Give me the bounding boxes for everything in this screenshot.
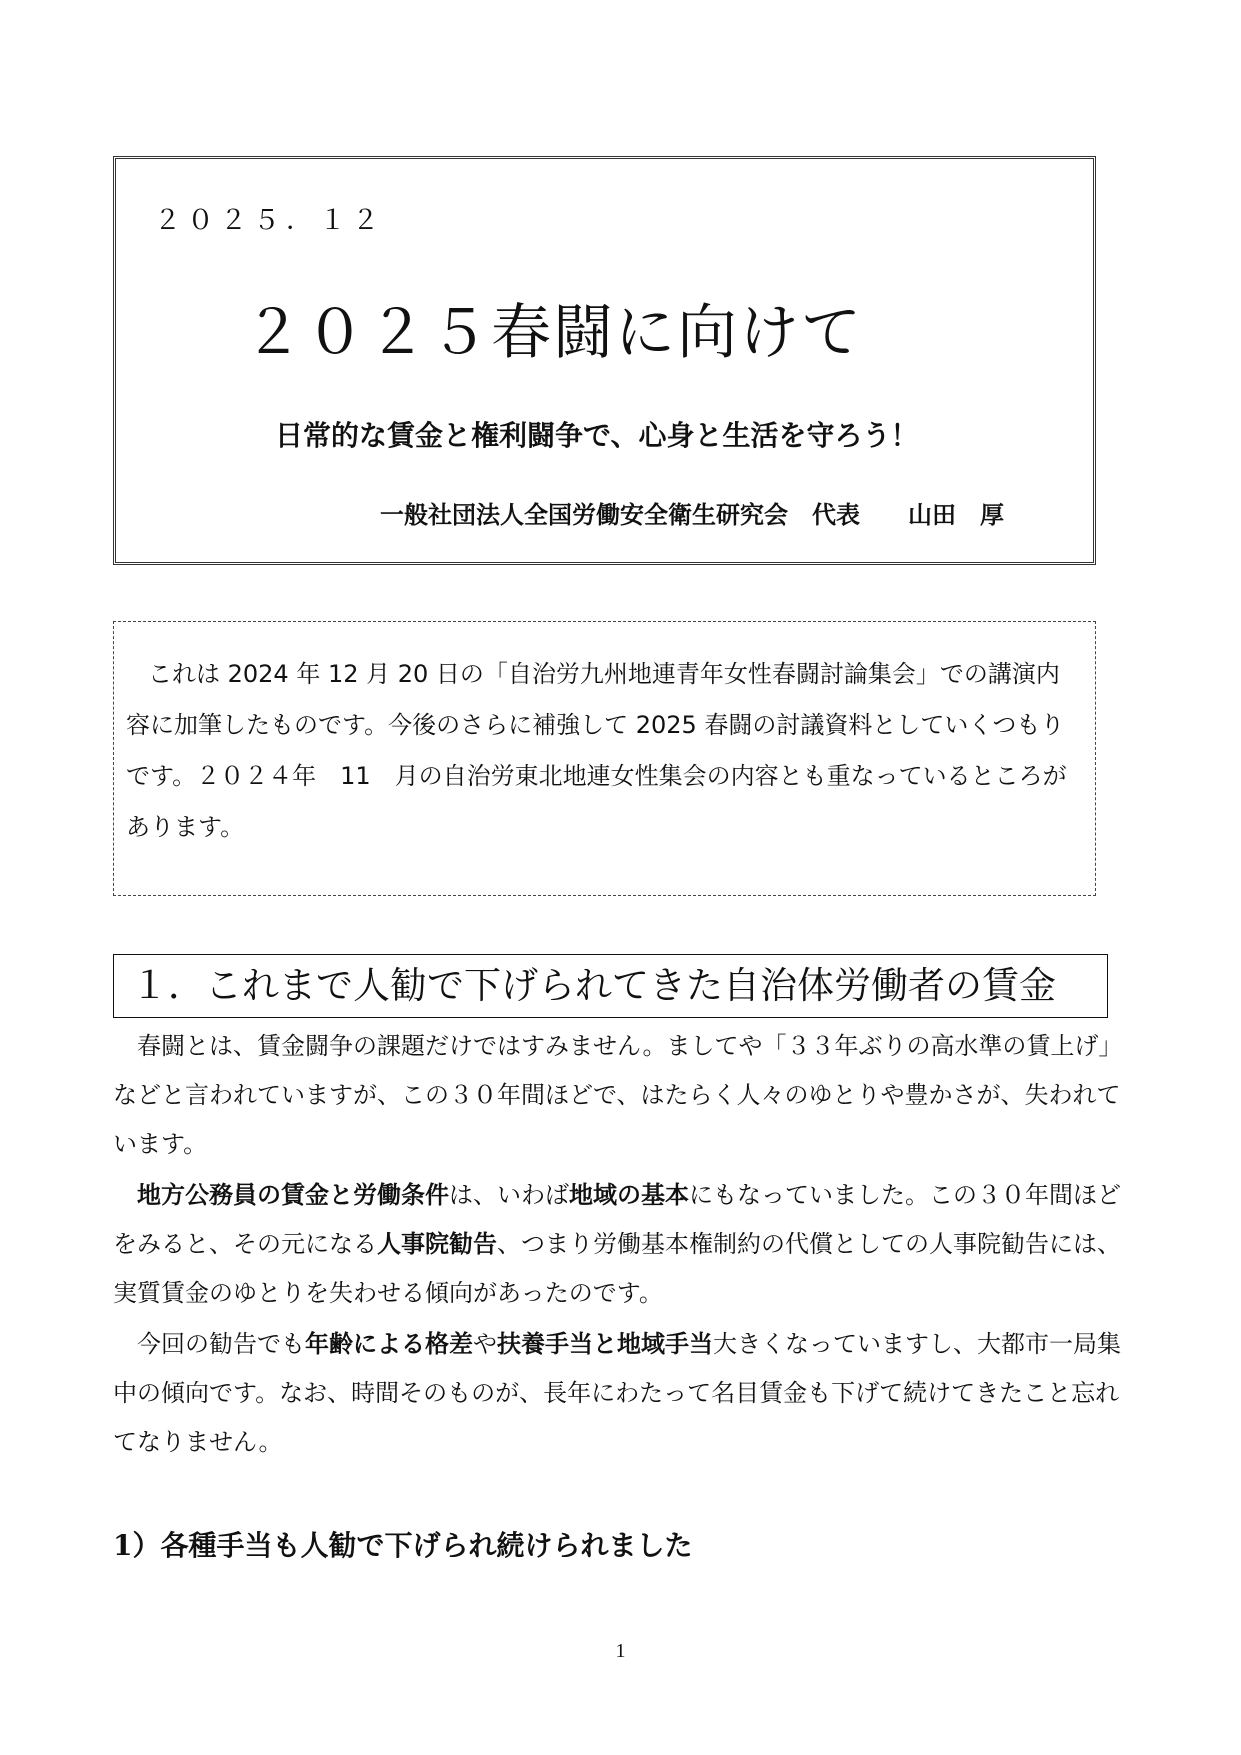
- bold-phrase: 地域の基本: [569, 1181, 689, 1209]
- text-run: 大きくなっていますし、大都市一局集中の傾向です。なお、時間そのものが、長年にわたって名目賃金も下げて続けてきたこと忘れてなりません。: [113, 1330, 1121, 1456]
- bold-phrase: 人事院勧告: [377, 1230, 497, 1258]
- bold-phrase: 地方公務員の賃金と労働条件: [137, 1181, 449, 1209]
- text-run: は、いわば: [449, 1181, 569, 1209]
- paragraph-1: 春闘とは、賃金闘争の課題だけではすみません。ましてや「３３年ぶりの高水準の賃上げ」などと言われていますが、この３０年間ほどで、はたらく人々のゆとりや豊かさが、失われています。: [113, 1032, 1123, 1158]
- note-box: [113, 621, 1096, 896]
- note-text: これは 2024 年 12 月 20 日の「自治労九州地連青年女性春闘討論集会」での講演内容に加筆したものです。今後のさらに補強して 2025 春闘の討議資料としていくつもりです。２０２４年 11 月の自治労東北地連女性集会の内容とも重なっているところがあります。: [126, 660, 1067, 841]
- text-run: 今回の勧告でも: [137, 1330, 305, 1358]
- document-author: 一般社団法人全国労働安全衛生研究会 代表 山田 厚: [380, 501, 1004, 529]
- page-number: 1: [615, 1640, 626, 1662]
- paragraph-3: [113, 1320, 1133, 1467]
- document-title: ２０２５春闘に向けて: [243, 298, 863, 368]
- text-run: 、つまり労働基本権制約の代償としての人事院勧告には、実質賃金のゆとりを失わせる傾向があったのです。: [113, 1230, 1121, 1307]
- paragraph-2: [113, 1171, 1133, 1318]
- section-heading: １．これまで人勧で下げられてきた自治体労働者の賃金: [113, 954, 1108, 1018]
- text-run: や: [473, 1330, 497, 1358]
- document-date: ２０２５．１２: [154, 205, 385, 236]
- text-run: にもなっていました。この３０年間ほどをみると、その元になる: [113, 1181, 1121, 1258]
- bold-phrase: 年齢による格差: [305, 1330, 473, 1358]
- document-subtitle: 日常的な賃金と権利闘争で、心身と生活を守ろう！: [275, 419, 919, 452]
- bold-phrase: 扶養手当と地域手当: [497, 1330, 713, 1358]
- body-text: [113, 1022, 1133, 1469]
- subsection-heading: 1）各種手当も人勧で下げられ続けられました: [113, 1529, 693, 1562]
